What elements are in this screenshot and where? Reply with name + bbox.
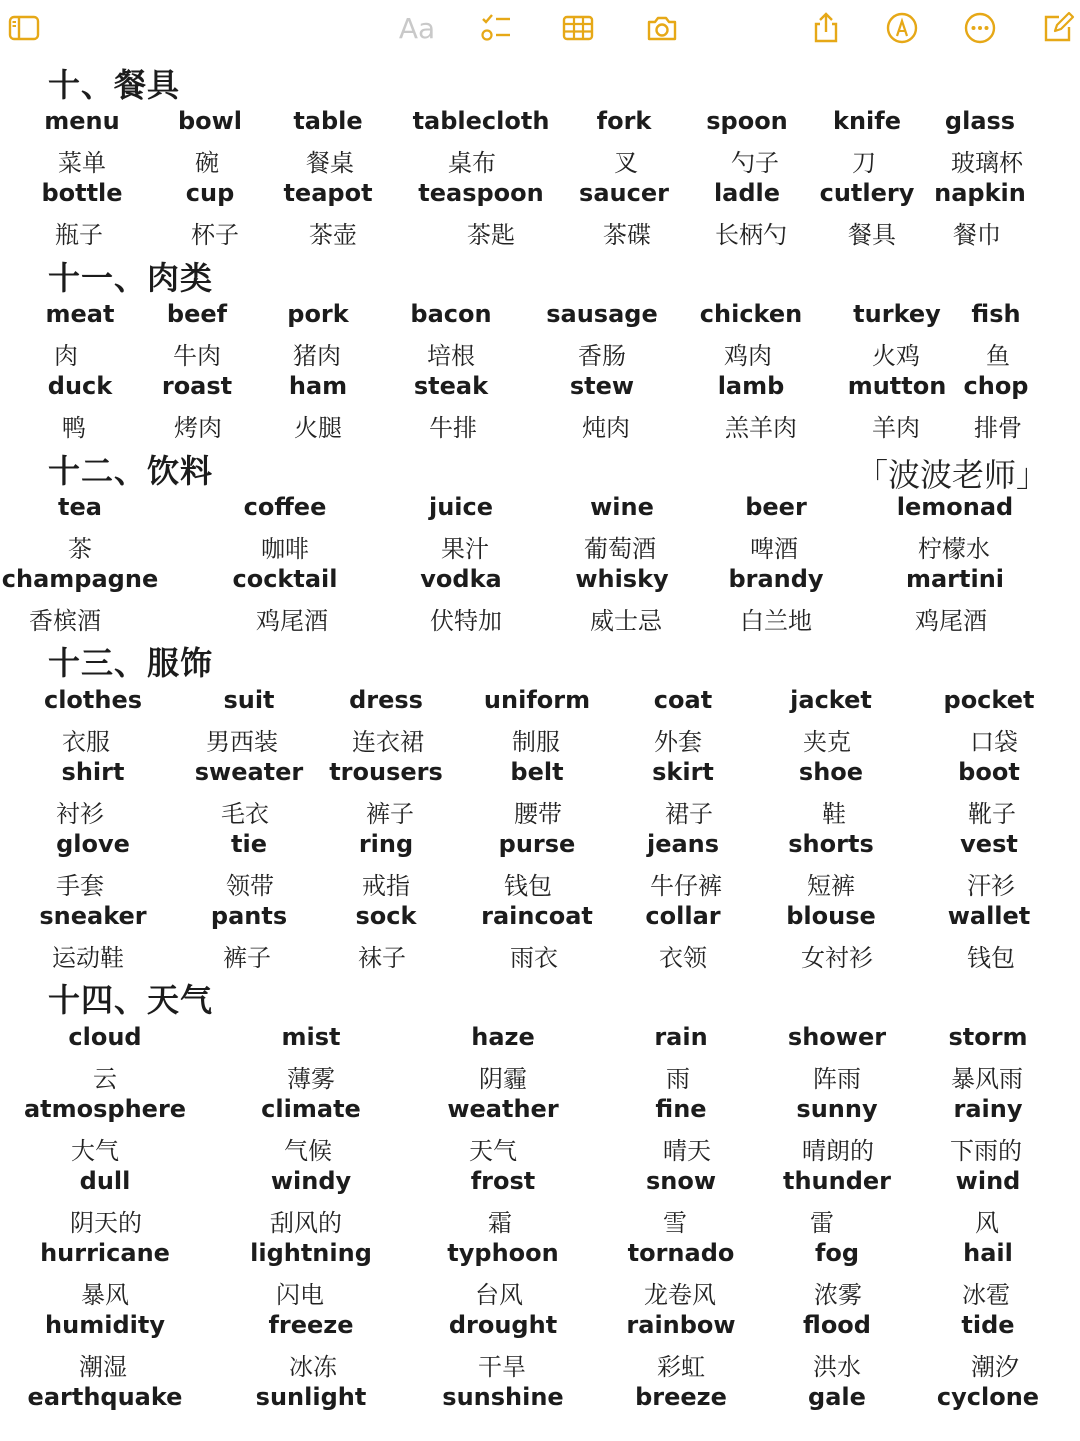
chinese-translation: 连衣裙	[352, 728, 424, 756]
english-word: knife	[833, 107, 901, 135]
chinese-translation: 裤子	[366, 800, 414, 828]
chinese-translation: 羔羊肉	[725, 414, 797, 442]
english-word: rain	[654, 1023, 708, 1051]
section-title: 十、餐具	[48, 66, 181, 104]
chinese-translation: 茶匙	[467, 221, 515, 249]
english-word: skirt	[652, 758, 714, 786]
english-word: frost	[470, 1167, 536, 1195]
chinese-translation: 羊肉	[872, 414, 920, 442]
chinese-translation: 钱包	[504, 872, 552, 900]
chinese-translation: 猪肉	[293, 342, 341, 370]
chinese-translation: 浓雾	[814, 1281, 862, 1309]
english-word: shoe	[798, 758, 864, 786]
chinese-translation: 晴天	[663, 1137, 711, 1165]
section-title: 十四、天气	[48, 981, 214, 1019]
chinese-translation: 瓶子	[55, 221, 103, 249]
watermark-text: 「波波老师」	[856, 456, 1049, 494]
english-word: mutton	[847, 372, 947, 400]
english-word: sausage	[546, 300, 658, 328]
chinese-translation: 潮汐	[971, 1353, 1019, 1381]
english-word: humidity	[45, 1311, 165, 1339]
english-word: hurricane	[40, 1239, 170, 1267]
chinese-translation: 洪水	[813, 1353, 861, 1381]
chinese-translation: 大气	[71, 1137, 119, 1165]
english-word: thunder	[782, 1167, 892, 1195]
english-word: trousers	[329, 758, 443, 786]
chinese-translation: 鸭	[62, 414, 86, 442]
chinese-translation: 领带	[226, 872, 274, 900]
chinese-translation: 衬衫	[56, 800, 104, 828]
format-label: Aa	[398, 11, 436, 45]
english-word: haze	[471, 1023, 535, 1051]
english-word: roast	[161, 372, 233, 400]
english-word: teaspoon	[418, 179, 544, 207]
english-word: cocktail	[232, 565, 338, 593]
chinese-translation: 茶碟	[603, 221, 651, 249]
chinese-translation: 靴子	[968, 800, 1016, 828]
chinese-translation: 晴朗的	[802, 1137, 874, 1165]
english-word: fine	[655, 1095, 707, 1123]
english-word: bacon	[410, 300, 492, 328]
english-word: pocket	[943, 686, 1035, 714]
english-word: wind	[955, 1167, 1021, 1195]
english-word: cyclone	[936, 1383, 1040, 1411]
english-word: clothes	[43, 686, 143, 714]
chinese-translation: 肉	[54, 342, 78, 370]
chinese-translation: 裙子	[665, 800, 713, 828]
chinese-translation: 啤酒	[750, 535, 798, 563]
english-word: coffee	[243, 493, 327, 521]
chinese-translation: 阵雨	[813, 1065, 861, 1093]
chinese-translation: 葡萄酒	[584, 535, 656, 563]
english-word: juice	[428, 493, 494, 521]
chinese-translation: 伏特加	[430, 607, 502, 635]
chinese-translation: 玻璃杯	[951, 149, 1023, 177]
chinese-translation: 短裤	[807, 872, 855, 900]
chinese-translation: 台风	[475, 1281, 523, 1309]
english-word: spoon	[706, 107, 788, 135]
chinese-translation: 雨衣	[510, 944, 558, 972]
chinese-translation: 鸡尾酒	[915, 607, 987, 635]
english-word: weather	[447, 1095, 559, 1123]
english-word: whisky	[575, 565, 669, 593]
english-word: duck	[47, 372, 113, 400]
english-word: boot	[958, 758, 1020, 786]
chinese-translation: 天气	[469, 1137, 517, 1165]
chinese-translation: 龙卷风	[644, 1281, 716, 1309]
chinese-translation: 牛肉	[173, 342, 221, 370]
english-word: wine	[590, 493, 654, 521]
english-word: beer	[745, 493, 807, 521]
chinese-translation: 手套	[56, 872, 104, 900]
english-word: martini	[905, 565, 1005, 593]
chinese-translation: 外套	[654, 728, 702, 756]
english-word: champagne	[1, 565, 159, 593]
chinese-translation: 菜单	[58, 149, 106, 177]
chinese-translation: 雪	[663, 1209, 687, 1237]
english-word: gale	[808, 1383, 866, 1411]
english-word: vodka	[420, 565, 502, 593]
chinese-translation: 鸡肉	[724, 342, 772, 370]
english-word: sock	[355, 902, 417, 930]
section-title: 十三、服饰	[48, 644, 214, 682]
section-title: 十二、饮料	[48, 452, 214, 490]
english-word: shower	[787, 1023, 887, 1051]
english-word: beef	[166, 300, 228, 328]
chinese-translation: 牛排	[429, 414, 477, 442]
chinese-translation: 香槟酒	[29, 607, 101, 635]
chinese-translation: 火腿	[294, 414, 342, 442]
english-word: freeze	[268, 1311, 354, 1339]
chinese-translation: 桌布	[448, 149, 496, 177]
chinese-translation: 衣领	[659, 944, 707, 972]
english-word: ring	[358, 830, 414, 858]
chinese-translation: 下雨的	[950, 1137, 1022, 1165]
english-word: atmosphere	[23, 1095, 187, 1123]
chinese-translation: 叉	[614, 149, 638, 177]
chinese-translation: 暴风	[81, 1281, 129, 1309]
english-word: napkin	[934, 179, 1026, 207]
english-word: glass	[944, 107, 1016, 135]
english-word: breeze	[635, 1383, 727, 1411]
chinese-translation: 餐巾	[953, 221, 1001, 249]
chinese-translation: 薄雾	[287, 1065, 335, 1093]
chinese-translation: 雷	[810, 1209, 834, 1237]
english-word: lemonad	[896, 493, 1014, 521]
english-word: collar	[645, 902, 721, 930]
chinese-translation: 白兰地	[740, 607, 812, 635]
english-word: tie	[231, 830, 267, 858]
english-word: snow	[645, 1167, 717, 1195]
chinese-translation: 潮湿	[79, 1353, 127, 1381]
chinese-translation: 培根	[427, 342, 475, 370]
english-word: tornado	[627, 1239, 735, 1267]
chinese-translation: 长柄勺	[715, 221, 787, 249]
chinese-translation: 牛仔裤	[650, 872, 722, 900]
english-word: windy	[270, 1167, 352, 1195]
chinese-translation: 汗衫	[967, 872, 1015, 900]
english-word: ham	[288, 372, 348, 400]
chinese-translation: 炖肉	[582, 414, 630, 442]
english-word: steak	[413, 372, 489, 400]
chinese-translation: 口袋	[970, 728, 1018, 756]
chinese-translation: 茶壶	[309, 221, 357, 249]
english-word: pork	[287, 300, 349, 328]
english-word: jeans	[646, 830, 720, 858]
chinese-translation: 冰雹	[962, 1281, 1010, 1309]
chinese-translation: 餐桌	[306, 149, 354, 177]
chinese-translation: 戒指	[362, 872, 410, 900]
english-word: purse	[498, 830, 576, 858]
chinese-translation: 暴风雨	[951, 1065, 1023, 1093]
chinese-translation: 气候	[284, 1137, 332, 1165]
english-word: saucer	[579, 179, 669, 207]
english-word: flood	[803, 1311, 871, 1339]
chinese-translation: 霜	[488, 1209, 512, 1237]
chinese-translation: 阴霾	[479, 1065, 527, 1093]
english-word: rainy	[953, 1095, 1023, 1123]
english-word: chop	[963, 372, 1029, 400]
chinese-translation: 杯子	[191, 221, 239, 249]
english-word: belt	[510, 758, 564, 786]
chinese-translation: 碗	[195, 149, 219, 177]
chinese-translation: 勺子	[731, 149, 779, 177]
english-word: ladle	[713, 179, 781, 207]
english-word: shorts	[788, 830, 874, 858]
english-word: sunlight	[255, 1383, 367, 1411]
english-word: teapot	[283, 179, 373, 207]
english-word: menu	[44, 107, 120, 135]
chinese-translation: 男西装	[206, 728, 278, 756]
chinese-translation: 女衬衫	[801, 944, 873, 972]
english-word: glove	[56, 830, 130, 858]
chinese-translation: 威士忌	[590, 607, 662, 635]
english-word: cloud	[68, 1023, 142, 1051]
english-word: dull	[79, 1167, 131, 1195]
english-word: jacket	[790, 686, 872, 714]
chinese-translation: 雨	[666, 1065, 690, 1093]
chinese-translation: 香肠	[578, 342, 626, 370]
english-word: mist	[281, 1023, 341, 1051]
chinese-translation: 制服	[512, 728, 560, 756]
chinese-translation: 餐具	[848, 221, 896, 249]
english-word: turkey	[853, 300, 941, 328]
english-word: tea	[58, 493, 102, 521]
english-word: fish	[971, 300, 1021, 328]
chinese-translation: 裤子	[223, 944, 271, 972]
english-word: raincoat	[481, 902, 593, 930]
english-word: lamb	[717, 372, 785, 400]
chinese-translation: 风	[975, 1209, 999, 1237]
chinese-translation: 火鸡	[872, 342, 920, 370]
english-word: tablecloth	[412, 107, 550, 135]
english-word: hail	[963, 1239, 1013, 1267]
section-title: 十一、肉类	[48, 259, 214, 297]
chinese-translation: 衣服	[62, 728, 110, 756]
english-word: fog	[814, 1239, 860, 1267]
chinese-translation: 云	[93, 1065, 117, 1093]
english-word: brandy	[728, 565, 824, 593]
chinese-translation: 果汁	[441, 535, 489, 563]
english-word: cup	[185, 179, 235, 207]
english-word: bowl	[177, 107, 243, 135]
english-word: sunny	[796, 1095, 878, 1123]
chinese-translation: 烤肉	[174, 414, 222, 442]
chinese-translation: 鞋	[822, 800, 846, 828]
english-word: dress	[349, 686, 423, 714]
english-word: cutlery	[819, 179, 915, 207]
chinese-translation: 茶	[68, 535, 92, 563]
english-word: fork	[596, 107, 652, 135]
english-word: typhoon	[447, 1239, 559, 1267]
english-word: sunshine	[442, 1383, 564, 1411]
chinese-translation: 排骨	[974, 414, 1022, 442]
english-word: chicken	[699, 300, 803, 328]
english-word: stew	[569, 372, 635, 400]
english-word: earthquake	[27, 1383, 183, 1411]
english-word: uniform	[483, 686, 591, 714]
chinese-translation: 咖啡	[261, 535, 309, 563]
chinese-translation: 闪电	[276, 1281, 324, 1309]
english-word: storm	[948, 1023, 1028, 1051]
chinese-translation: 阴天的	[70, 1209, 142, 1237]
chinese-translation: 袜子	[358, 944, 406, 972]
english-word: meat	[45, 300, 115, 328]
chinese-translation: 毛衣	[221, 800, 269, 828]
chinese-translation: 刮风的	[270, 1209, 342, 1237]
chinese-translation: 彩虹	[657, 1353, 705, 1381]
english-word: vest	[960, 830, 1018, 858]
english-word: tide	[961, 1311, 1015, 1339]
chinese-translation: 夹克	[803, 728, 851, 756]
english-word: shirt	[61, 758, 125, 786]
chinese-translation: 鱼	[986, 342, 1010, 370]
chinese-translation: 干旱	[478, 1353, 526, 1381]
chinese-translation: 刀	[852, 149, 876, 177]
english-word: climate	[261, 1095, 361, 1123]
chinese-translation: 柠檬水	[918, 535, 990, 563]
english-word: sweater	[194, 758, 304, 786]
english-word: lightning	[250, 1239, 372, 1267]
english-word: wallet	[947, 902, 1031, 930]
chinese-translation: 钱包	[967, 944, 1015, 972]
chinese-translation: 运动鞋	[52, 944, 124, 972]
english-word: sneaker	[39, 902, 147, 930]
english-word: coat	[653, 686, 713, 714]
chinese-translation: 腰带	[514, 800, 562, 828]
english-word: pants	[210, 902, 288, 930]
english-word: table	[293, 107, 363, 135]
chinese-translation: 冰冻	[289, 1353, 337, 1381]
chinese-translation: 鸡尾酒	[256, 607, 328, 635]
english-word: blouse	[786, 902, 876, 930]
english-word: drought	[448, 1311, 558, 1339]
english-word: rainbow	[626, 1311, 736, 1339]
english-word: bottle	[41, 179, 123, 207]
english-word: suit	[223, 686, 275, 714]
